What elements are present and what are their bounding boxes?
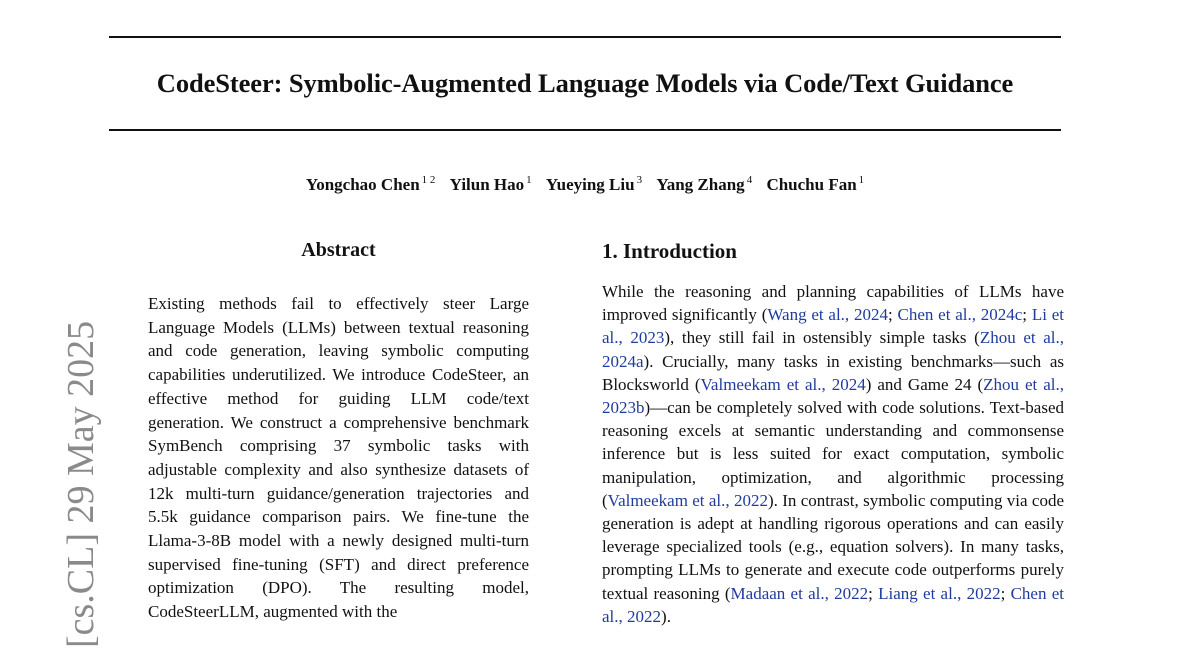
citation-link[interactable]: Chen et al., 2022 (602, 583, 1064, 626)
author-name: Yilun Hao (449, 174, 525, 194)
paper-title: CodeSteer: Symbolic-Augmented Language Models via Code/Text Guidance (156, 68, 1014, 98)
intro-text-segment: ). (661, 606, 671, 626)
abstract-heading: Abstract (301, 239, 376, 261)
introduction-text (602, 280, 1064, 628)
author-affiliation: 3 (636, 174, 643, 186)
author (766, 175, 864, 194)
author-list (0, 174, 1170, 195)
abstract-text: Existing methods fail to effectively steer Large Language Models (LLMs) between textual reasoning and code generation, leaving symbolic computing capabilities underutilized. We introduce CodeSteer, an effective method for guiding LLM code/text generation. We construct a comprehensive benchmark SymBench comprising 37 symbolic tasks with adjustable complexity and also synthesize datasets of 12k multi-turn guidance/generation trajectories and 5.5k guidance comparison pairs. We fine-tune the Llama-3-8B model with a newly designed multi-turn supervised fine-tuning (SFT) and direct preference optimization (DPO). The resulting model, CodeSteerLLM, augmented with the (148, 294, 529, 622)
author-affiliation: 1 2 (421, 174, 436, 186)
intro-text-segment: ), they still fail in ostensibly simple tasks ( (664, 328, 980, 348)
author (546, 175, 642, 194)
citation-link[interactable]: Zhou et al., 2023b (602, 374, 1065, 418)
author-name: Chuchu Fan (766, 174, 857, 194)
author-name: Yueying Liu (545, 174, 635, 194)
author-affiliation: 1 (858, 174, 865, 186)
citation-link[interactable]: Chen et al., 2024c (897, 305, 1023, 325)
citation-link[interactable]: Li et al., 2023 (602, 305, 1064, 348)
introduction-heading: 1. Introduction (602, 239, 737, 263)
citation-link[interactable]: Madaan et al., 2022 (730, 583, 869, 603)
author (306, 175, 436, 194)
intro-text-segment: ). Crucially, many tasks in existing benchmarks—such as Blocksworld ( (602, 351, 1064, 394)
top-rule (109, 36, 1061, 38)
author-affiliation: 4 (746, 174, 753, 186)
citation-link[interactable]: Valmeekam et al., 2024 (700, 374, 866, 394)
intro-text-segment: ; (1000, 583, 1011, 603)
intro-text-segment: While the reasoning and planning capabilities of LLMs have improved significantly ( (602, 282, 1064, 325)
title-bottom-rule (109, 129, 1061, 131)
intro-text-segment: )—can be completely solved with code solutions. Text-based reasoning excels at semantic understanding and commonsense inference but is less suited for exact computation, symbolic manipulation, optimization, and algorithmic processing ( (602, 398, 1064, 510)
intro-text-segment: ) and Game 24 ( (865, 374, 984, 394)
citation-link[interactable]: Valmeekam et al., 2022 (607, 490, 768, 510)
author (656, 175, 752, 194)
citation-link[interactable]: Liang et al., 2022 (878, 583, 1001, 603)
author-name: Yang Zhang (656, 174, 745, 194)
intro-text-segment: ; (868, 583, 879, 603)
arxiv-stamp: [cs.CL] 29 May 2025 (60, 320, 102, 648)
citation-link[interactable]: Wang et al., 2024 (767, 305, 888, 325)
citation-link[interactable]: Zhou et al., 2024a (602, 328, 1064, 371)
author (450, 175, 532, 194)
intro-text-segment: ; (887, 305, 898, 325)
author-name: Yongchao Chen (305, 174, 420, 194)
intro-text-segment: ). In contrast, symbolic computing via code generation is adept at handling rigorous operations and can easily leverage specialized tools (e.g., equation solvers). In many tasks, prompting LLMs to generate and execute code outperforms purely textual reasoning ( (602, 490, 1064, 603)
intro-text-segment: ; (1022, 305, 1032, 325)
author-affiliation: 1 (526, 174, 532, 186)
